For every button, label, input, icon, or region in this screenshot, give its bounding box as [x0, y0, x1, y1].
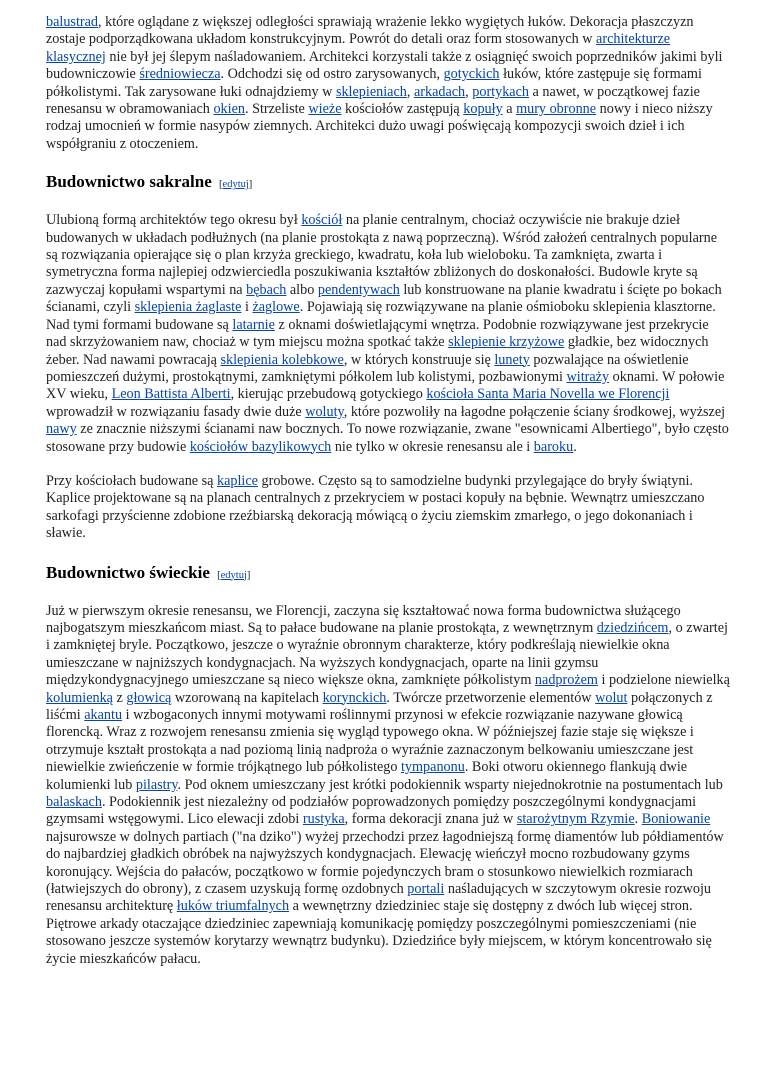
- edit-section-link-group: [edytuj]: [217, 569, 251, 581]
- text-run: łuków, które zastępuje się formami półkolistymi. Tak zarysowane łuki odnajdziemy w: [46, 66, 702, 100]
- text-run: albo: [286, 281, 318, 298]
- text-run: Przy kościołach budowane są: [46, 472, 217, 489]
- inline-link[interactable]: korynckich: [322, 689, 387, 706]
- inline-link[interactable]: wieże: [308, 101, 342, 118]
- text-run: , w których konstruuje się: [343, 351, 495, 368]
- text-run: . Odchodzi się od ostro zarysowanych,: [220, 66, 444, 83]
- text-run: i wzbogaconych innymi motywami roślinnymi przynosi w efekcie rozwiązanie nazywane głowicą florencką. Wraz z rozwojem renesansu zmienia się wygląd typowego okna. W późniejszej fazie staje się większe i otrzymuje kształt prostokąta a nad poziomą linią nadproża o wyraźnie zaznaczonym belkowaniu umieszczane jest niewielkie zwieńczenie w formie trójkątnego lub półkolistego: [46, 707, 694, 776]
- text-run: . Strzeliste: [244, 101, 309, 118]
- text-run: .: [634, 811, 642, 828]
- inline-link[interactable]: bębach: [246, 281, 287, 298]
- text-run: a nawet, w początkowej fazie renesansu w obramowaniach: [46, 83, 700, 118]
- text-run: . Boki otworu okiennego flankują dwie kolumienki lub: [46, 759, 688, 793]
- text-run: grobowe. Często są to samodzielne budynki przylegające do bryły świątyni. Kaplice projektowane są na planach centralnych z przekryciem w postaci kopuły na bębnie. Wewnątrz umieszczano sarkofagi przyścienne zdobione rzeźbiarską dekoracją mówiącą o życiu ziemskim zmarłego, o jego dokonaniach i sławie.: [46, 472, 705, 542]
- inline-link[interactable]: balustrad: [46, 14, 99, 30]
- text-run: ,: [406, 83, 414, 100]
- inline-link[interactable]: latarnie: [232, 316, 275, 333]
- inline-link[interactable]: żaglowe: [252, 299, 300, 316]
- sakralne-paragraph-2: [46, 473, 730, 543]
- inline-link[interactable]: sklepienia kolebkowe: [220, 351, 344, 368]
- section-title: Budownictwo świeckie: [46, 562, 210, 582]
- inline-link[interactable]: okien: [213, 101, 245, 118]
- text-run: oknami. W połowie XV wieku,: [46, 368, 725, 403]
- inline-link[interactable]: rustyka: [302, 811, 345, 828]
- text-run: z: [112, 689, 127, 706]
- inline-link[interactable]: kopuły: [463, 101, 503, 118]
- text-run: wprowadził w rozwiązaniu fasady dwie duże: [46, 403, 306, 420]
- text-run: a wewnętrzny dziedziniec staje się dostępny z dwóch lub więcej stron. Piętrowe arkady otaczające dziedziniec zapewniają komunikację pomiędzy poszczególnymi pomieszczeniami (nie stosowano jeszcze systemów korytarzy wewnątrz budynku). Dziedzińce były miejscem, w którym koncentrowało się życie mieszkańców pałacu.: [46, 898, 712, 967]
- inline-link[interactable]: średniowiecza: [139, 66, 221, 83]
- inline-link[interactable]: arkadach: [413, 83, 466, 100]
- text-run: pozwalające na oświetlenie pomieszczeń dużymi, prostokątnymi, zamkniętymi półkolem lub kolistymi, pozbawionymi: [46, 351, 689, 385]
- inline-link[interactable]: akantu: [84, 707, 123, 723]
- inline-link[interactable]: starożytnym Rzymie: [516, 811, 635, 828]
- text-run: kościołów zastępują: [341, 101, 464, 118]
- inline-link[interactable]: lunety: [494, 351, 530, 368]
- inline-link[interactable]: pendentywach: [317, 281, 400, 298]
- swieckie-paragraph-1: [46, 603, 730, 969]
- text-run: . Pod oknem umieszczany jest krótki podokiennik wsparty niejednokrotnie na postumentach lub: [177, 776, 723, 793]
- section-title: Budownictwo sakralne: [46, 172, 212, 192]
- inline-link[interactable]: pilastry: [135, 776, 178, 793]
- inline-link[interactable]: sklepienie krzyżowe: [448, 334, 565, 351]
- inline-link[interactable]: mury obronne: [516, 101, 597, 118]
- inline-link[interactable]: dziedzińcem: [596, 619, 669, 636]
- text-run: .: [573, 438, 577, 455]
- inline-link[interactable]: kościołów bazylikowych: [189, 438, 332, 455]
- text-run: , kierując przebudową gotyckiego: [230, 386, 427, 403]
- text-run: nie był jej ślepym naśladowaniem. Architekci korzystali także z osiągnięć swoich poprzedników jakimi byli budowniczowie: [46, 48, 723, 83]
- text-run: Już w pierwszym okresie renesansu, we Florencji, zaczyna się kształtować nowa forma budownictwa służącego najbogatszym mieszkańcom miast. Są to pałace budowane na planie prostokąta, z wewnętrznym: [46, 602, 681, 636]
- text-run: ze znacznie niższymi ścianami naw bocznych. To nowe rozwiązanie, zwane "esownicami Albertiego", było często stosowane przy budowie: [46, 421, 729, 455]
- inline-link[interactable]: baroku: [533, 438, 574, 455]
- text-run: , które oglądane z większej odległości sprawiają wrażenie lekko wygiętych łuków. Dekoracja płaszczyzn zostaje podporządkowana układom konstrukcyjnym. Powrót do detali oraz form stosowanych w: [46, 14, 694, 48]
- text-run: z oknami doświetlającymi wnętrza. Podobnie rozwiązywane jest przekrycie nad skrzyżowaniem naw, chociaż w tym miejscu można spotkać także: [46, 316, 709, 351]
- text-run: połączonych z liśćmi: [46, 689, 713, 723]
- text-run: wzorowaną na kapitelach: [171, 689, 323, 706]
- inline-link[interactable]: łuków triumfalnych: [176, 898, 290, 915]
- inline-link[interactable]: balaskach: [46, 794, 102, 811]
- inline-link[interactable]: nadprożem: [534, 672, 598, 689]
- inline-link[interactable]: witraży: [566, 368, 610, 385]
- text-run: . Podokiennik jest niezależny od podziałów poprowadzonych pomiędzy poszczególnymi kondygnacjami gzymsami wstęgowymi. Lico elewacji zdobi: [46, 794, 697, 828]
- inline-link[interactable]: nawy: [46, 421, 77, 438]
- text-run: , które pozwoliły na łagodne połączenie ściany środkowej, wyższej: [343, 403, 726, 420]
- inline-link[interactable]: kolumienką: [46, 689, 113, 706]
- inline-link[interactable]: gotyckich: [443, 66, 500, 83]
- sakralne-paragraph-1: [46, 212, 730, 456]
- inline-link[interactable]: Boniowanie: [641, 811, 711, 828]
- text-run: . Pojawiają się rozwiązywane na planie ośmioboku sklepienia klasztorne. Nad tymi formami budowane są: [46, 299, 716, 333]
- inline-link[interactable]: portykach: [472, 83, 529, 100]
- edit-section-link[interactable]: edytuj: [222, 179, 249, 191]
- text-run: ,: [465, 83, 473, 100]
- text-run: najsurowsze w dolnych partiach ("na dziko") wyżej przechodzi przez łagodniejszą formę diamentów lub półdiamentów do najbardziej gładkich obróbek na najwyższych kondygnacjach. Elewację wieńczył mocno rozbudowany gzyms koronujący. Wejścia do pałaców, początkowo w formie pojedynczych bram o stosunkowo niewielkich rozmiarach (łatwiejszych do obrony), z czasem uzyskują formę ozdobnych: [46, 828, 724, 898]
- text-run: , forma dekoracji znana już w: [344, 811, 517, 828]
- inline-link[interactable]: sklepieniach: [335, 83, 407, 100]
- text-run: nowy i nieco niższy rodzaj umocnień w formie nasypów ziemnych. Architekci dużo uwagi poświęcają kompozycji swoich dzieł i ich współgraniu z otoczeniem.: [46, 101, 713, 152]
- text-run: i podzielone niewielką: [597, 672, 730, 689]
- inline-link[interactable]: wolut: [595, 689, 628, 706]
- inline-link[interactable]: kościół: [301, 212, 343, 229]
- inline-link[interactable]: kościoła Santa Maria Novella we Florencji: [426, 386, 670, 403]
- inline-link[interactable]: sklepienia żaglaste: [134, 299, 242, 316]
- heading-budownictwo-swieckie: [46, 562, 730, 587]
- text-run: . Twórcze przetworzenie elementów: [386, 689, 596, 706]
- inline-link[interactable]: głowicą: [126, 689, 172, 706]
- inline-link[interactable]: architekturze klasycznej: [46, 31, 671, 65]
- text-run: lub konstruowane na planie kwadratu i ścięte po bokach ścianami, czyli: [46, 281, 722, 316]
- inline-link[interactable]: tympanonu: [400, 759, 465, 776]
- text-run: naśladujących w szczytowym okresie rozwoju renesansu architekturę: [46, 881, 712, 915]
- text-run: nie tylko w okresie renesansu ale i: [331, 438, 534, 455]
- text-run: i: [241, 299, 253, 316]
- text-run: gładkie, bez widocznych żeber. Nad nawami powracają: [46, 334, 709, 368]
- inline-link[interactable]: portali: [407, 881, 445, 898]
- inline-link[interactable]: Leon Battista Alberti: [111, 386, 231, 403]
- edit-section-link-group: [edytuj]: [219, 179, 253, 191]
- intro-paragraph: [46, 14, 730, 153]
- heading-budownictwo-sakralne: [46, 171, 730, 196]
- text-run: na planie centralnym, chociaż oczywiście nie brakuje dzieł budowanych w układach podłużnych (na planie prostokąta z nawą poprzeczną). Wśród założeń centralnych popularne są rozwiązania opierające się o plan krzyża greckiego, kwadratu, koła lub wieloboku. Ta zamknięta, zwarta i symetryczna forma najlepiej odzwierciedla poszukiwania kształtów zbliżonych do doskonałości. Budowle kryte są zazwyczaj kopułami wspartymi na: [46, 212, 718, 298]
- edit-section-link[interactable]: edytuj: [220, 569, 247, 581]
- inline-link[interactable]: kaplice: [217, 472, 258, 489]
- text-run: Ulubioną formą architektów tego okresu był: [46, 212, 302, 229]
- text-run: , o zwartej i zamkniętej bryle. Początkowo, jeszcze o wyraźnie obronnym charakterze, który podkreślają niewielkie okna umieszczane w najniższych kondygnacjach. Na wyższych kondygnacjach, oparte na linii gzymsu międzykondygnacyjnego umieszczane są nieco większe okna, zamknięte półkolistym: [46, 619, 728, 689]
- text-run: a: [502, 101, 517, 118]
- inline-link[interactable]: woluty: [305, 403, 344, 420]
